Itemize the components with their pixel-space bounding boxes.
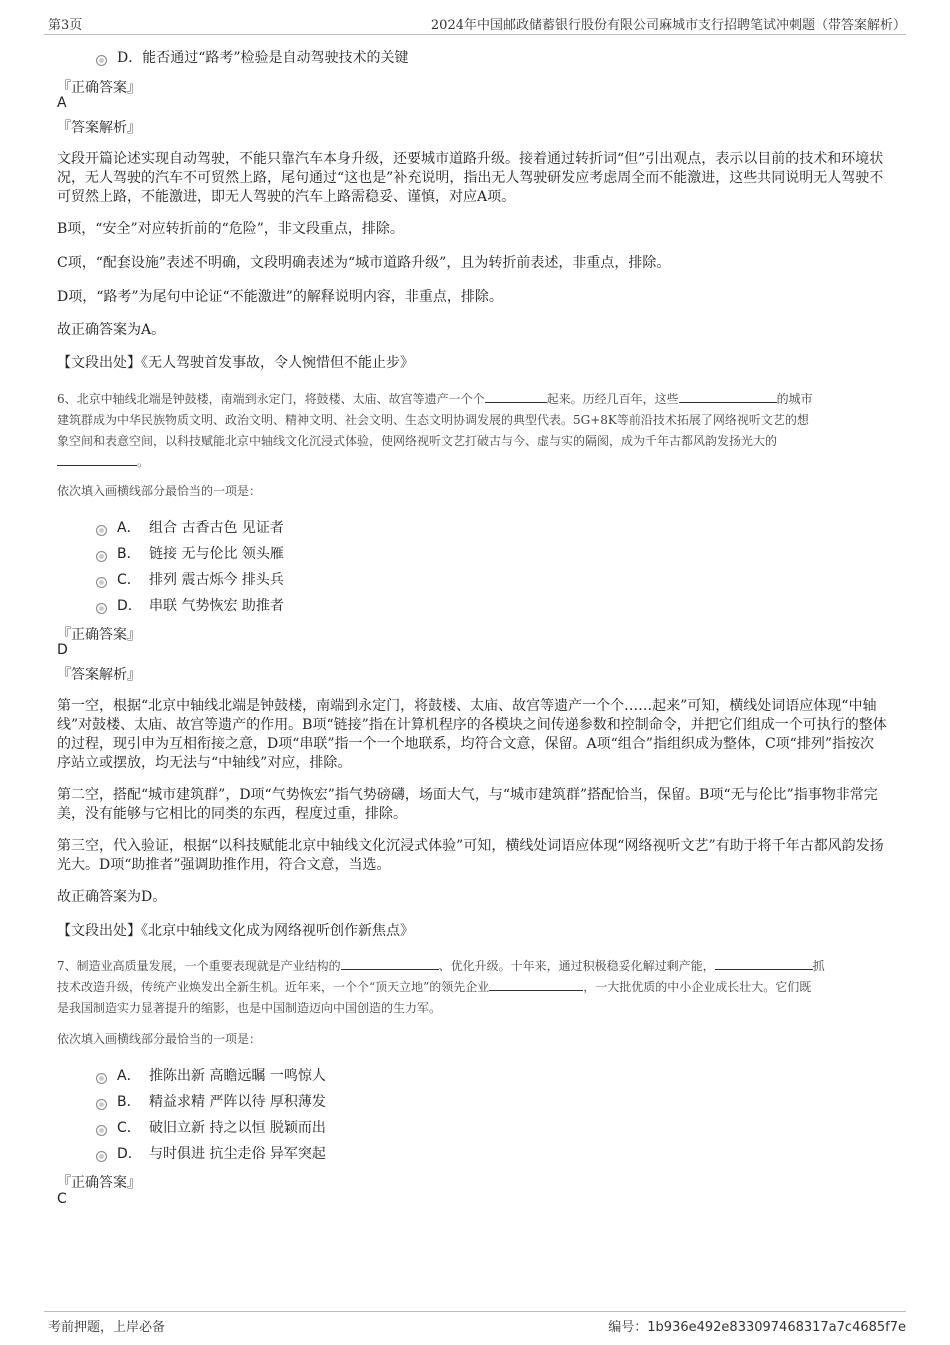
q7-option-d[interactable]: D． 与时俱进 抗尘走俗 异军突起 bbox=[96, 1144, 326, 1162]
q7-option-b[interactable]: B． 精益求精 严阵以待 厚积薄发 bbox=[96, 1092, 326, 1110]
q6-option-b[interactable]: B． 链接 无与伦比 领头雁 bbox=[96, 544, 284, 562]
q6-blank-3 bbox=[57, 453, 137, 466]
radio-icon[interactable] bbox=[96, 55, 107, 66]
q5-analysis-label: 『答案解析』 bbox=[57, 120, 141, 136]
page-footer bbox=[44, 1311, 906, 1336]
q6-analysis-label: 『答案解析』 bbox=[57, 667, 141, 683]
q5-analysis-p3: C项，“配套设施”表述不明确，文段明确表述为“城市道路升级”，且为转折前表述，非重点，排除。 bbox=[57, 255, 671, 271]
q7-blank-1 bbox=[341, 957, 439, 970]
q6-answer-label: 『正确答案』 bbox=[57, 627, 141, 643]
page-header bbox=[44, 14, 906, 35]
q5-analysis-p2: B项，“安全”对应转折前的“危险”，非文段重点，排除。 bbox=[57, 221, 404, 237]
q7-option-c[interactable]: C． 破旧立新 持之以恒 脱颖而出 bbox=[96, 1118, 326, 1136]
radio-icon[interactable] bbox=[96, 1151, 107, 1162]
q6-source: 【文段出处】《北京中轴线文化成为网络视听创作新焦点》 bbox=[57, 923, 414, 939]
q5-analysis-p4: D项，“路考”为尾句中论证“不能激进”的解释说明内容，非重点，排除。 bbox=[57, 289, 503, 305]
q5-source: 【文段出处】《无人驾驶首发事故，令人惋惜但不能止步》 bbox=[57, 355, 414, 371]
q7-blank-3 bbox=[489, 978, 583, 991]
q7-blank-2 bbox=[715, 957, 813, 970]
document-title: 2024年中国邮政储蓄银行股份有限公司麻城市支行招聘笔试冲刺题（带答案解析） bbox=[430, 18, 906, 33]
q7-answer: C bbox=[57, 1191, 67, 1207]
q6-stem: 6、北京中轴线北端是钟鼓楼，南端到永定门，将鼓楼、太庙、故宫等遗产一个个 起来。历经几百年，这些 的城市 建筑群成为中华民族物质文明、政治文明、精神文明、社会文明、生态文明协调发展的典型代表。5G+8K等前沿技术拓展了网络视听文艺的想 象空间和表意空间，以科技赋能北京中轴线文化沉浸式体验，使网络视听文艺打破古与今、虚与实的隔阂，成为千年古都风韵发扬光大的 。 bbox=[57, 392, 813, 469]
q6-analysis-p2: 第二空，搭配“城市建筑群”，D项“气势恢宏”指气势磅礴，场面大气，与“城市建筑群”搭配恰当，保留。B项“无与伦比”指事物非常完美，没有能够与它相比的同类的东西，程度过重，排除。 bbox=[57, 787, 878, 822]
q5-option-d[interactable]: D．能否通过“路考”检验是自动驾驶技术的关键 bbox=[96, 48, 409, 66]
q5-answer: A bbox=[57, 95, 67, 111]
q7-prompt: 依次填入画横线部分最恰当的一项是： bbox=[57, 1032, 262, 1046]
radio-icon[interactable] bbox=[96, 577, 107, 588]
radio-icon[interactable] bbox=[96, 1073, 107, 1084]
q6-analysis-p3: 第三空，代入验证，根据“以科技赋能北京中轴线文化沉浸式体验”可知，横线处词语应体现“网络视听文艺”有助于将千年古都风韵发扬光大。D项“助推者”强调助推作用，符合文意，当选。 bbox=[57, 838, 884, 873]
radio-icon[interactable] bbox=[96, 603, 107, 614]
document-code: 编号：1b936e492e833097468317a7c4685f7e bbox=[608, 1320, 906, 1335]
footer-slogan: 考前押题，上岸必备 bbox=[48, 1320, 166, 1335]
page-number: 第3页 bbox=[48, 18, 83, 33]
q6-conclusion: 故正确答案为D。 bbox=[57, 889, 167, 905]
q6-analysis-p1: 第一空，根据“北京中轴线北端是钟鼓楼，南端到永定门，将鼓楼、太庙、故宫等遗产一个个……起来”可知，横线处词语应体现“中轴线”对鼓楼、太庙、故宫等遗产的作用。B项“链接”指在计算机程序的各模块之间传递参数和控制命令，并把它们组成一个可执行的整体的过程，现引申为互相衔接之意，D项“串联”指一个一个地联系，均符合文意，保留。A项“组合”指组织成为整体，C项“排列”指按次序站立或摆放，均无法与“中轴线”对应，排除。 bbox=[57, 698, 887, 771]
q6-answer: D bbox=[57, 642, 68, 658]
radio-icon[interactable] bbox=[96, 551, 107, 562]
q7-option-a[interactable]: A． 推陈出新 高瞻远瞩 一鸣惊人 bbox=[96, 1066, 326, 1084]
q6-blank-1 bbox=[485, 390, 547, 403]
q6-option-d[interactable]: D． 串联 气势恢宏 助推者 bbox=[96, 596, 284, 614]
radio-icon[interactable] bbox=[96, 1099, 107, 1110]
radio-icon[interactable] bbox=[96, 1125, 107, 1136]
q6-option-c[interactable]: C． 排列 震古烁今 排头兵 bbox=[96, 570, 284, 588]
q7-stem: 7、制造业高质量发展，一个重要表现就是产业结构的 、优化升级。十年来，通过积极稳妥化解过剩产能， 抓 技术改造升级，传统产业焕发出全新生机。近年来，一个个“顶天立地”的领先企业 ，一大批优质的中小企业成长壮大。它们既 是我国制造实力显著提升的缩影，也是中国制造迈向中国创造的生力军。 bbox=[57, 959, 825, 1015]
q5-answer-label: 『正确答案』 bbox=[57, 80, 141, 96]
q5-conclusion: 故正确答案为A。 bbox=[57, 322, 166, 338]
q6-option-a[interactable]: A． 组合 古香古色 见证者 bbox=[96, 518, 284, 536]
radio-icon[interactable] bbox=[96, 525, 107, 536]
q7-answer-label: 『正确答案』 bbox=[57, 1175, 141, 1191]
q6-prompt: 依次填入画横线部分最恰当的一项是： bbox=[57, 484, 262, 498]
q6-blank-2 bbox=[679, 390, 777, 403]
q5-analysis-p1: 文段开篇论述实现自动驾驶，不能只靠汽车本身升级，还要城市道路升级。接着通过转折词“但”引出观点，表示以目前的技术和环境状况，无人驾驶的汽车不可贸然上路，尾句通过“这也是”补充说明，指出无人驾驶研发应考虑周全而不能激进，这些共同说明无人驾驶不可贸然上路，不能激进，即无人驾驶的汽车上路需稳妥、谨慎，对应A项。 bbox=[57, 151, 884, 205]
